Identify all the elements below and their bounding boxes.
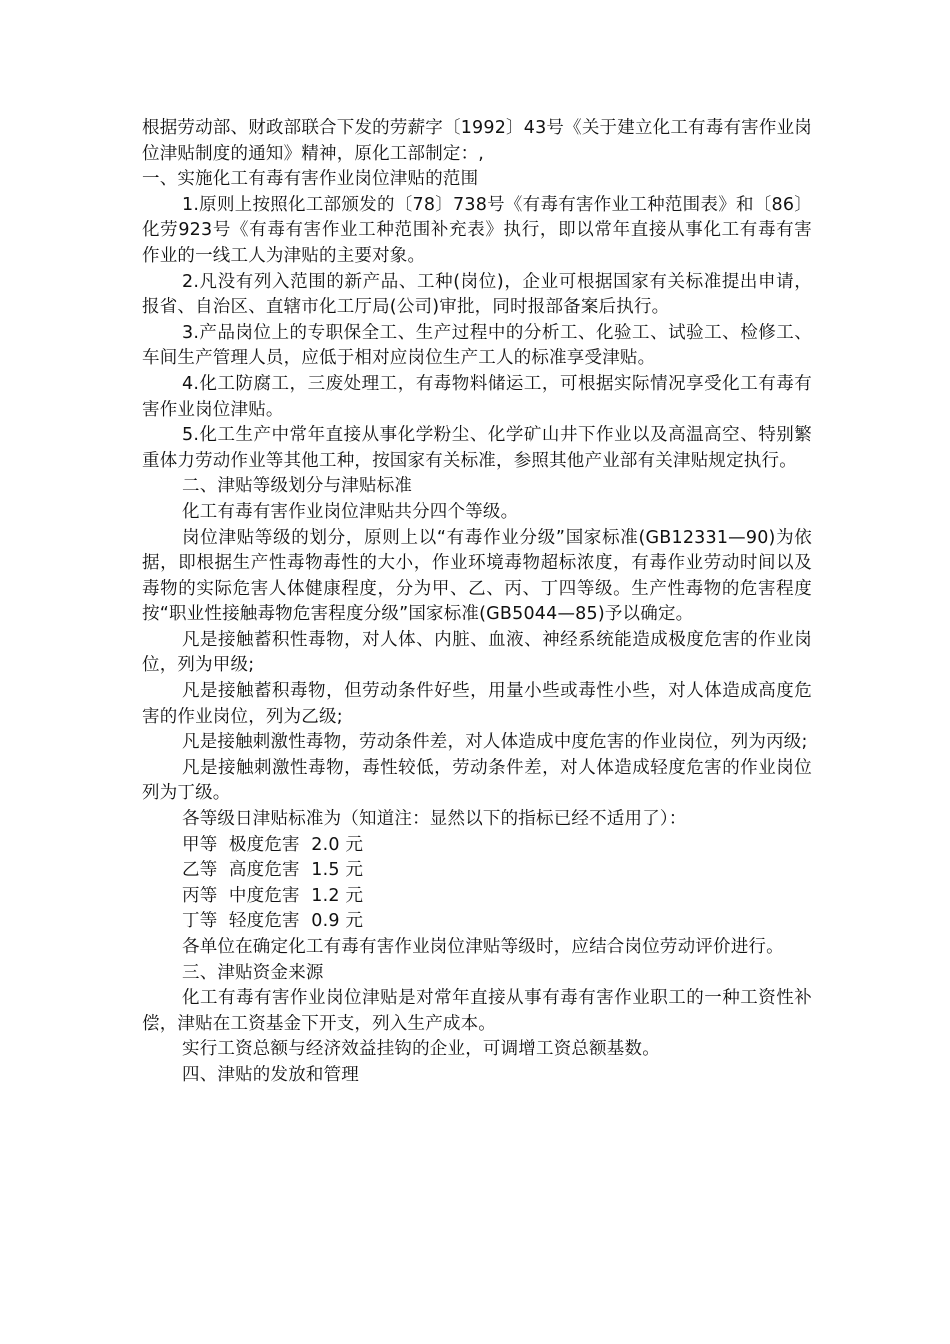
paragraph-classification: 岗位津贴等级的划分，原则上以“有毒作业分级”国家标准(GB12331—90)为依据，即根据生产性毒物毒性的大小，作业环境毒物超标浓度，有毒作业劳动时间以及毒物的实际危害人体健康程度，分为甲、乙、丙、丁四等级。生产性毒物的危害程度按“职业性接触毒物危害程度分级”国家标准(GB5044—85)予以确定。: [142, 527, 812, 625]
section-heading-3: 三、津贴资金来源: [182, 962, 324, 983]
paragraph-evaluation: 各单位在确定化工有毒有害作业岗位津贴等级时，应结合岗位劳动评价进行。: [182, 937, 784, 957]
paragraph-item-5: 5.化工生产中常年直接从事化学粉尘、化学矿山井下作业以及高温高空、特别繁重体力劳动作业等其他工种，按国家有关标准，参照其他产业部有关津贴规定执行。: [142, 425, 812, 471]
paragraph-item-2: 2.凡没有列入范围的新产品、工种(岗位)，企业可根据国家有关标准提出申请，报省、自治区、直辖市化工厅局(公司)审批，同时报部备案后执行。: [142, 271, 812, 318]
paragraph-wage-base: 实行工资总额与经济效益挂钩的企业，可调增工资总额基数。: [182, 1039, 660, 1060]
paragraph-grade-c: 凡是接触刺激性毒物，劳动条件差，对人体造成中度危害的作业岗位，列为丙级;: [182, 732, 808, 753]
paragraph-grade-d: 凡是接触刺激性毒物，毒性较低，劳动条件差，对人体造成轻度危害的作业岗位列为丁级。: [142, 757, 812, 804]
paragraph-levels: 化工有毒有害作业岗位津贴共分四个等级。: [182, 501, 519, 522]
paragraph-standards: 各等级日津贴标准为（知道注：显然以下的指标已经不适用了）：: [182, 809, 687, 830]
paragraph-grade-b: 凡是接触蓄积毒物，但劳动条件好些，用量小些或毒性小些，对人体造成高度危害的作业岗位，列为乙级;: [142, 681, 812, 727]
grade-line: 乙等 高度危害 1.5 元: [182, 860, 364, 881]
grade-line: 丁等 轻度危害 0.9 元: [182, 911, 364, 932]
intro-paragraph: 根据劳动部、财政部联合下发的劳薪字〔1992〕43号《关于建立化工有毒有害作业岗位津贴制度的通知》精神，原化工部制定：,: [142, 118, 812, 164]
section-heading-1: 一、实施化工有毒有害作业岗位津贴的范围: [142, 169, 479, 190]
document-body: [142, 116, 812, 1089]
section-heading-2: 二、津贴等级划分与津贴标准: [182, 476, 413, 497]
paragraph-grade-a: 凡是接触蓄积性毒物，对人体、内脏、血液、神经系统能造成极度危害的作业岗位，列为甲级;: [142, 629, 812, 676]
grade-line: 丙等 中度危害 1.2 元: [182, 885, 364, 906]
paragraph-item-1: 1.原则上按照化工部颁发的〔78〕738号《有毒有害作业工种范围表》和〔86〕化劳923号《有毒有害作业工种范围补充表》执行，即以常年直接从事化工有毒有害作业的一线工人为津贴的主要对象。: [142, 194, 812, 266]
paragraph-item-4: 4.化工防腐工，三废处理工，有毒物料储运工，可根据实际情况享受化工有毒有害作业岗位津贴。: [142, 373, 812, 420]
paragraph-item-3: 3.产品岗位上的专职保全工、生产过程中的分析工、化验工、试验工、检修工、车间生产管理人员，应低于相对应岗位生产工人的标准享受津贴。: [142, 322, 812, 369]
grade-line: 甲等 极度危害 2.0 元: [182, 834, 364, 855]
section-heading-4: 四、津贴的发放和管理: [182, 1064, 359, 1085]
paragraph-funding: 化工有毒有害作业岗位津贴是对常年直接从事有毒有害作业职工的一种工资性补偿，津贴在工资基金下开支，列入生产成本。: [142, 988, 812, 1034]
